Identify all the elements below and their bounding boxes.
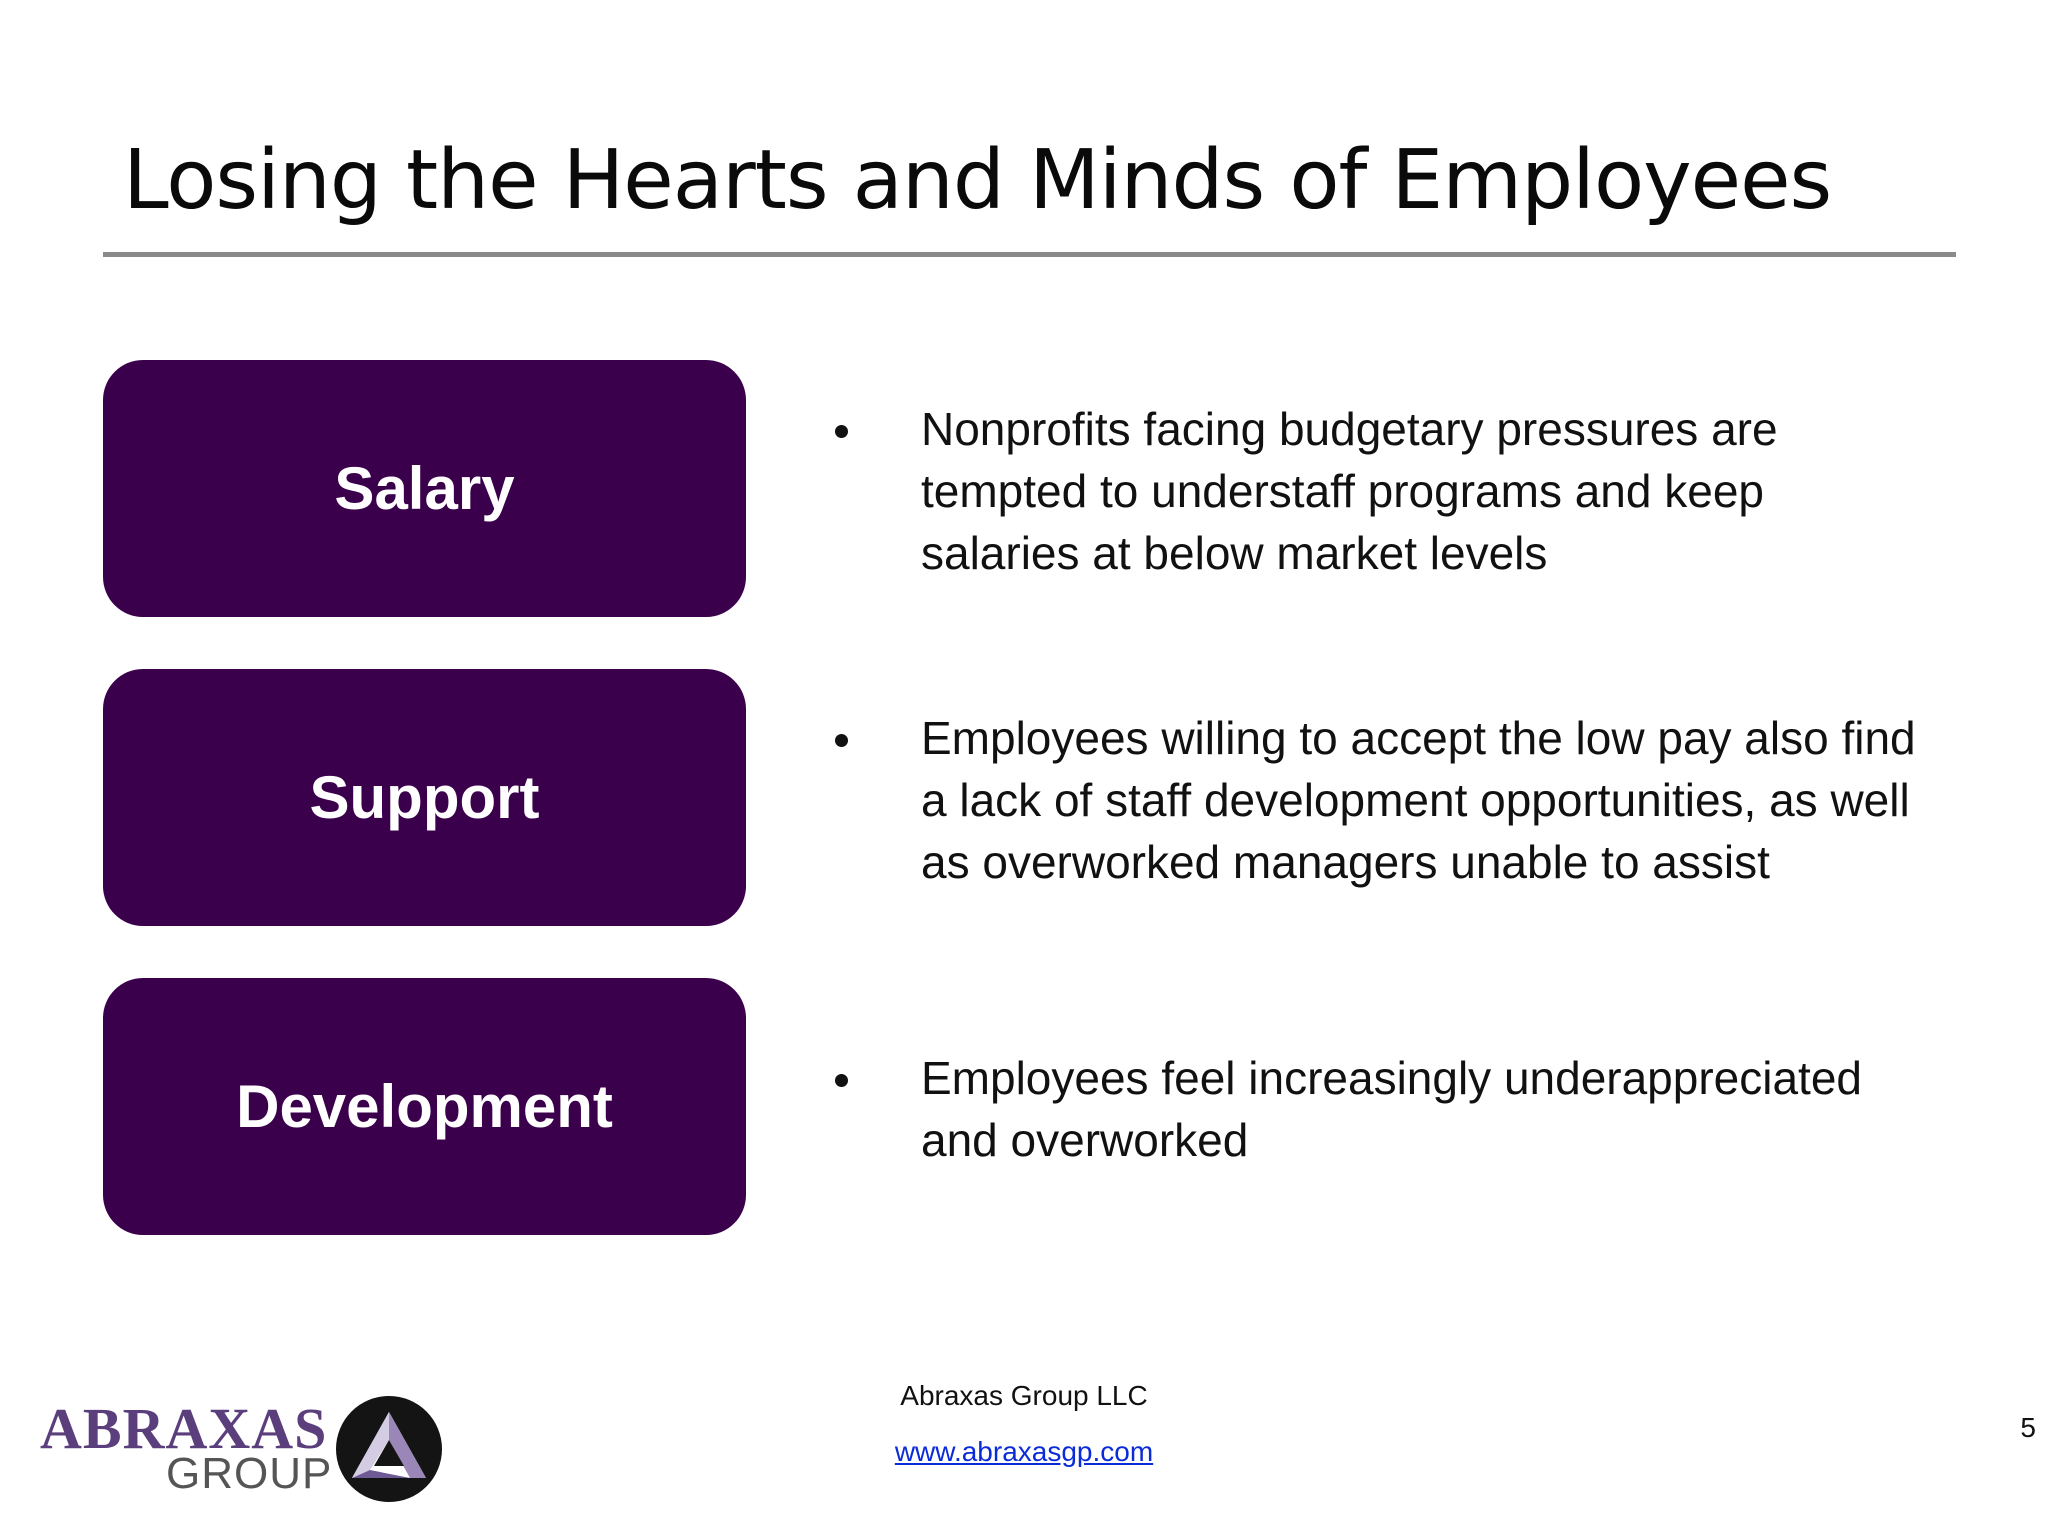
bullet-text: [921, 398, 1778, 584]
logo-wordmark: ABRAXAS: [40, 1396, 328, 1461]
category-label-support: Support: [309, 763, 540, 831]
bullet-line: and overworked: [921, 1114, 1249, 1166]
bullet-item-support: [820, 707, 1960, 893]
bullet-line: salaries at below market levels: [921, 527, 1548, 579]
category-label-development: Development: [236, 1072, 613, 1140]
bullet-line: tempted to understaff programs and keep: [921, 465, 1765, 517]
category-label-salary: Salary: [334, 454, 515, 522]
category-box-development: [103, 978, 746, 1235]
footer-website-link[interactable]: www.abraxasgp.com: [894, 1436, 1154, 1467]
bullet-item-salary: [820, 398, 1960, 584]
bullet-marker: [828, 1067, 854, 1093]
bullet-text: [921, 1047, 1862, 1171]
bullet-line: Employees willing to accept the low pay also find: [921, 712, 1916, 764]
logo-subtitle: GROUP: [166, 1449, 333, 1498]
bullet-marker: [828, 418, 854, 444]
bullet-text: [921, 707, 1916, 893]
bullet-line: as overworked managers unable to assist: [921, 836, 1770, 888]
category-box-support: [103, 669, 746, 926]
title-divider: [103, 252, 1956, 257]
bullet-item-development: [820, 1047, 1960, 1171]
bullet-line: Employees feel increasingly underappreciated: [921, 1052, 1863, 1104]
bullet-marker: [828, 727, 854, 753]
category-box-salary: [103, 360, 746, 617]
footer-company-name: Abraxas Group LLC: [900, 1380, 1148, 1411]
slide-title: Losing the Hearts and Minds of Employees: [123, 133, 1832, 228]
bullet-line: Nonprofits facing budgetary pressures are: [921, 403, 1778, 455]
page-number: 5: [2020, 1412, 2036, 1443]
bullet-line: a lack of staff development opportunities, as well: [921, 774, 1910, 826]
